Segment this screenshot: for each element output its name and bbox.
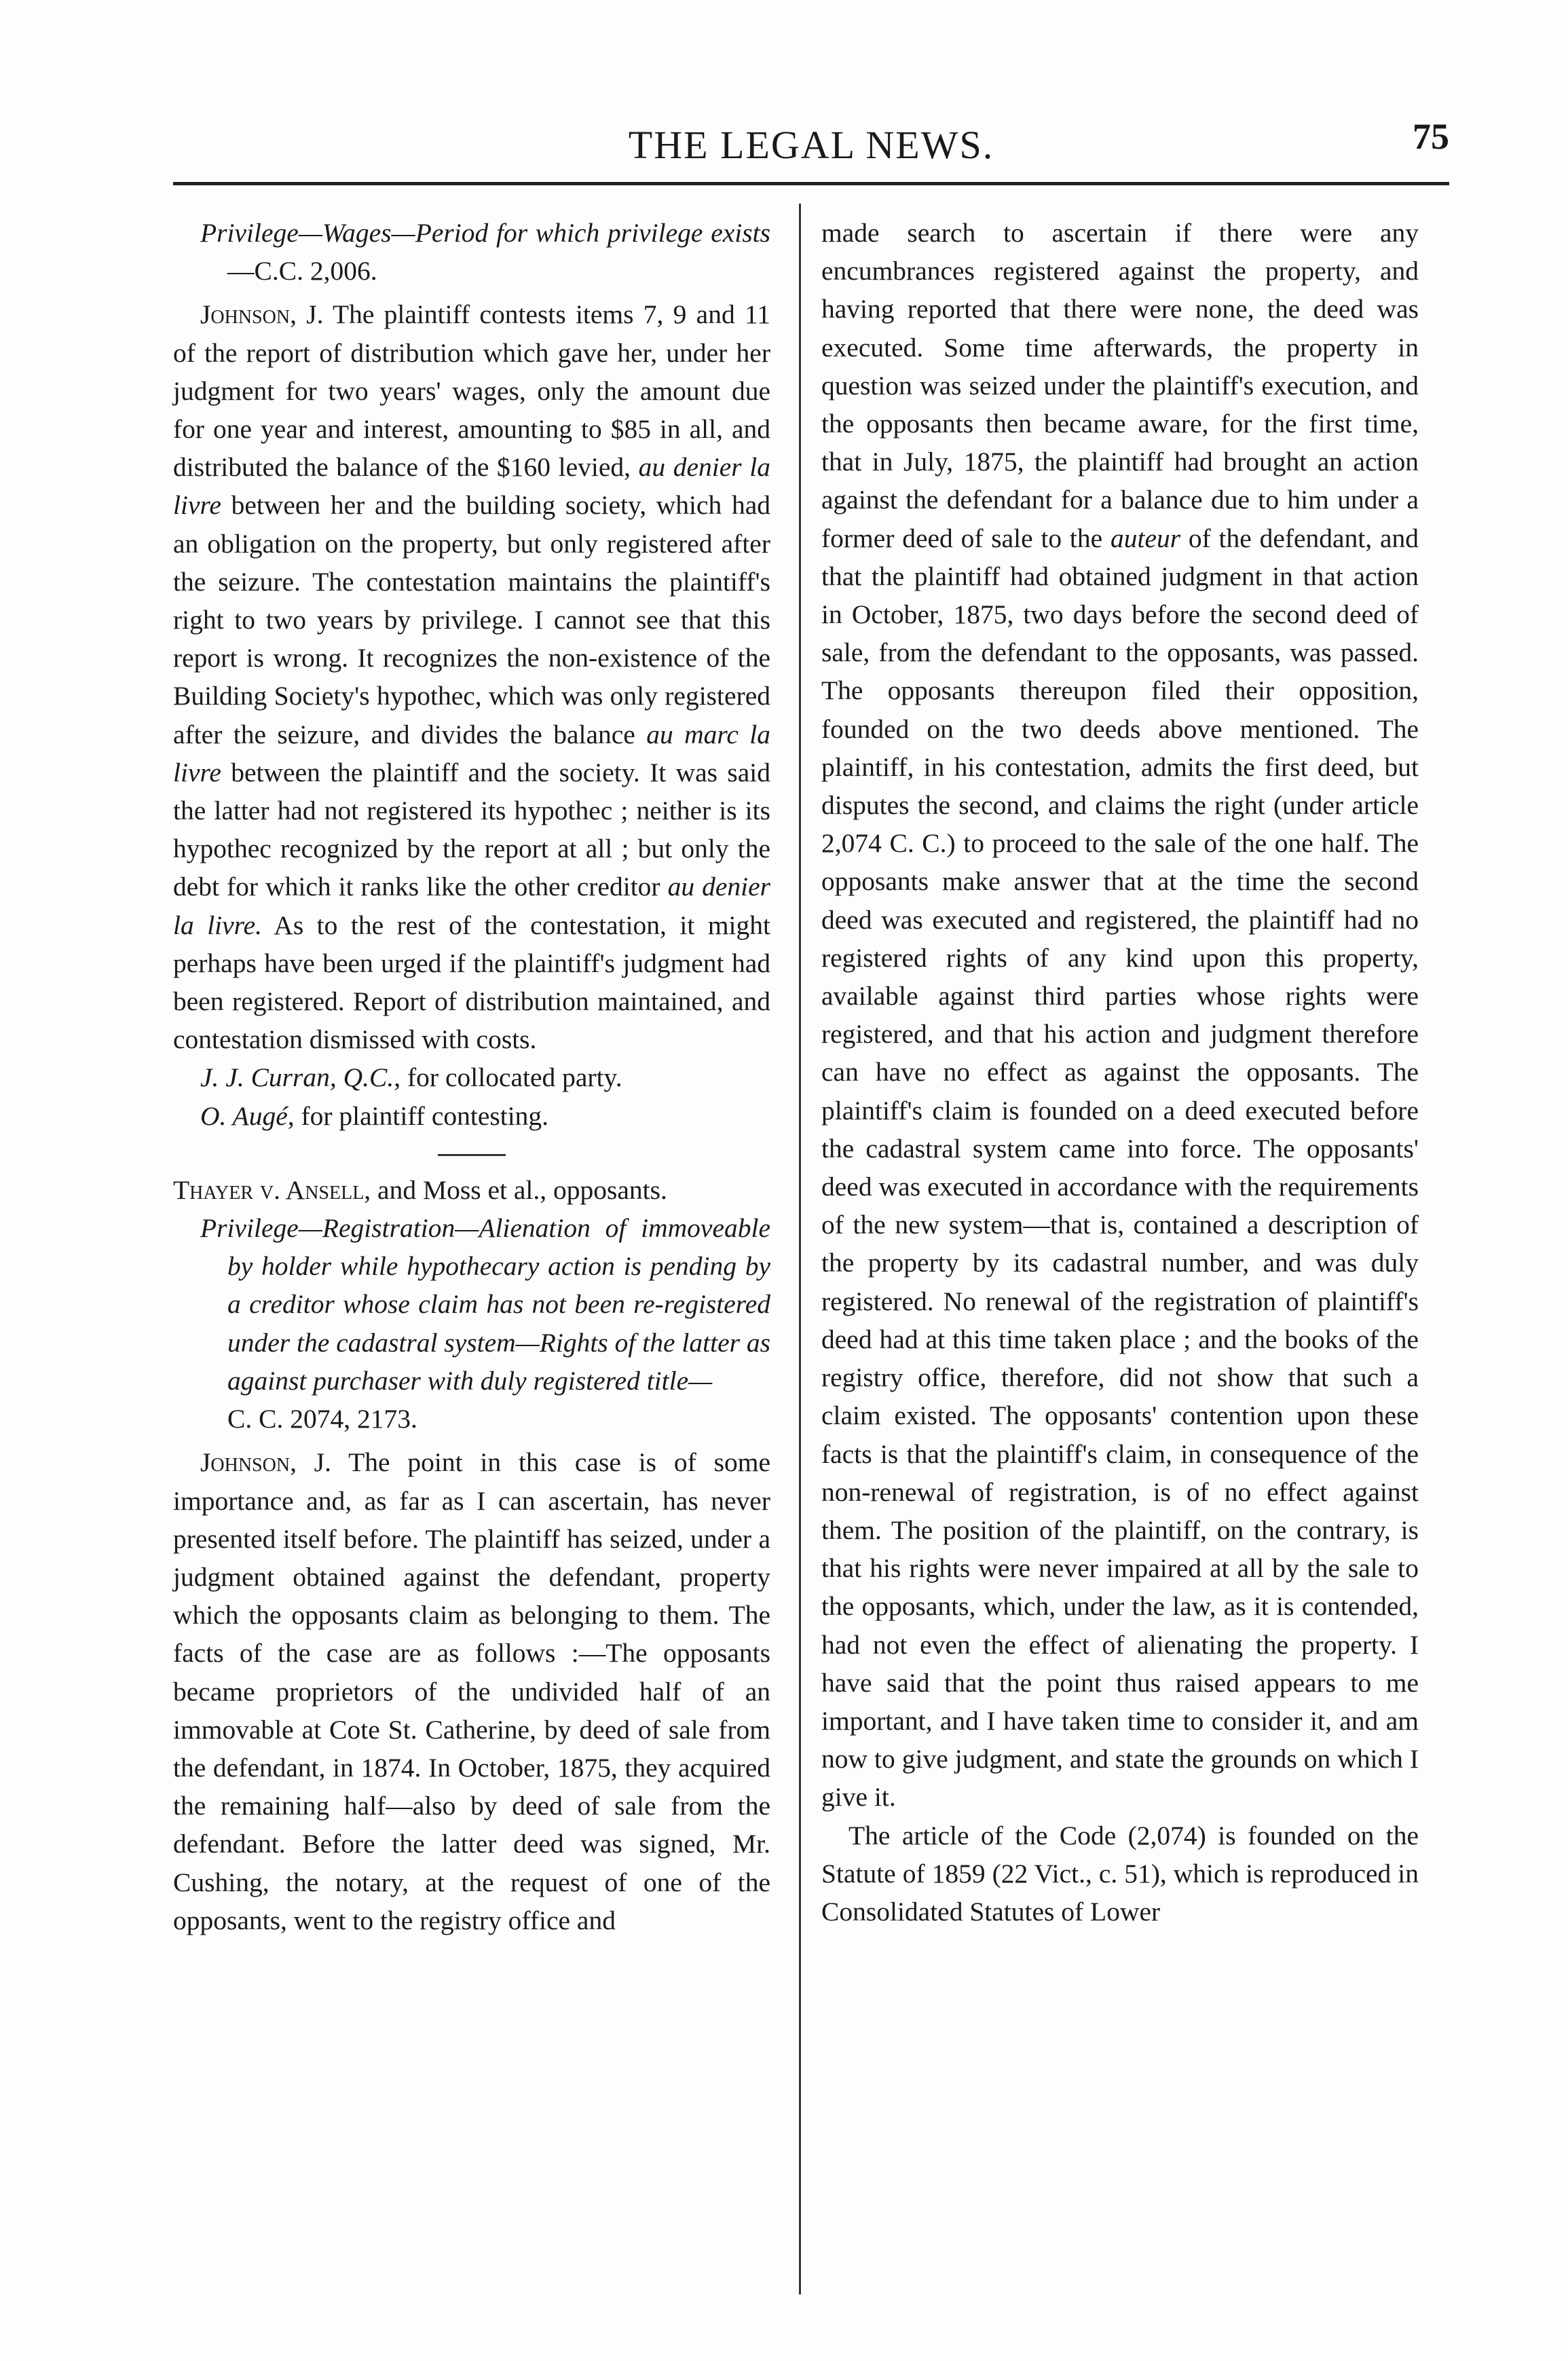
case-separator — [438, 1154, 506, 1156]
page — [173, 102, 1449, 2315]
left-column — [173, 214, 770, 1939]
page-number: 75 — [1413, 116, 1449, 157]
case2-judgment-continued: made search to ascertain if there were any encumbrances registered against the property, and having reported that there were none, the deed was executed. Some time afterwards, the property in question was seized under the plaintiff's execution, and the opposants then became aware, for the first time, that in July, 1875, the plaintiff had brought an action against the defendant for a balance due to him under a former deed of sale to the auteur of the defendant, and that the plaintiff had obtained judgment in that action in October, 1875, two days before the second deed of sale, from the defendant to the opposants, was passed. The opposants thereupon filed their opposition, founded on the two deeds above mentioned. The plaintiff, in his contestation, admits the first deed, but disputes the second, and claims the right (under article 2,074 C. C.) to proceed to the sale of the one half. The opposants make answer that at the time the second deed was executed and registered, the plaintiff had no registered rights of any kind upon this property, available against third parties whose rights were registered, and that his action and judgment therefore can have no effect as against the opposants. The plaintiff's claim is founded on a deed executed before the cadastral system came into force. The opposants' deed was executed in accordance with the requirements of the new system—that is, contained a description of the property by its cadastral number, and was duly registered. No renewal of the registration of plaintiff's deed had at this time taken place ; and the books of the registry office, therefore, did not show that such a claim existed. The opposants' contention upon these facts is that the plaintiff's claim, in consequence of the non-renewal of registration, is of no effect against them. The position of the plaintiff, on the contrary, is that his rights were never impaired at all by the sale to the opposants, which, under the law, as it is contended, had not even the effect of alienating the property. I have said that the point thus raised appears to me important, and I have taken time to consider it, and am now to give judgment, and state the grounds on which I give it. — [821, 218, 1419, 1812]
case1-judge: Johnson — [200, 299, 291, 330]
counsel-line-1: J. J. Curran, Q.C., for collocated party. — [200, 1062, 622, 1093]
case2-judgment: Johnson, J. The point in this case is of some importance and, as far as I can ascertain, has never presented itself before. The plaintiff has seized, under a judgment obtained against the defendant, property which the opposants claim as belonging to them. The facts of the case are as follows :—The opposants became proprietors of the undivided half of an immovable at Cote St. Catherine, by deed of sale from the defendant, in 1874. In October, 1875, they acquired the remaining half—also by deed of sale from the defendant. Before the latter deed was signed, Mr. Cushing, the notary, at the request of one of the opposants, went to the registry office and — [173, 1447, 770, 1935]
case2-headnote: Privilege—Registration—Alienation of immoveable by holder while hypothecary action is pending by a creditor whose claim has not been re-registered under the cadastral system—Rights of the latter as against purchaser with duly registered title— C. C. 2074, 2173. — [200, 1213, 770, 1434]
case2-judge: Johnson — [200, 1447, 291, 1478]
running-head — [173, 102, 1449, 176]
header-rule — [173, 182, 1449, 185]
text-columns — [173, 214, 1449, 2291]
column-divider — [799, 204, 801, 2294]
counsel-line-2: O. Augé, for plaintiff contesting. — [200, 1100, 549, 1131]
code-article-paragraph: The article of the Code (2,074) is founded on the Statute of 1859 (22 Vict., c. 51), which is reproduced in Consolidated Statutes of Lower — [821, 1820, 1419, 1927]
case1-judgment: Johnson, J. The plaintiff contests items 7, 9 and 11 of the report of distribution which gave her, under her judgment for two years' wages, only the amount due for one year and interest, amounting to $85 in all, and distributed the balance of the $160 levied, au denier la livre between her and the building society, which had an obligation on the property, but only registered after the seizure. The contestation maintains the plaintiff's right to two years by privilege. I cannot see that this report is wrong. It recognizes the non-existence of the Building Society's hypothec, which was only registered after the seizure, and divides the balance au marc la livre between the plaintiff and the society. It was said the latter had not registered its hypothec ; neither is its hypothec recognized by the report at all ; but only the debt for which it ranks like the other creditor au denier la livre. As to the rest of the contestation, it might perhaps have been urged if the plaintiff's judgment had been registered. Report of distribution maintained, and contestation dismissed with costs. — [173, 299, 770, 1055]
running-title: THE LEGAL NEWS. — [628, 123, 994, 167]
case2-title: Thayer v. Ansell, and Moss et al., opposants. — [173, 1174, 667, 1205]
right-column — [821, 214, 1419, 1931]
case1-headnote: Privilege—Wages—Period for which privilege exists—C.C. 2,006. — [200, 218, 770, 286]
